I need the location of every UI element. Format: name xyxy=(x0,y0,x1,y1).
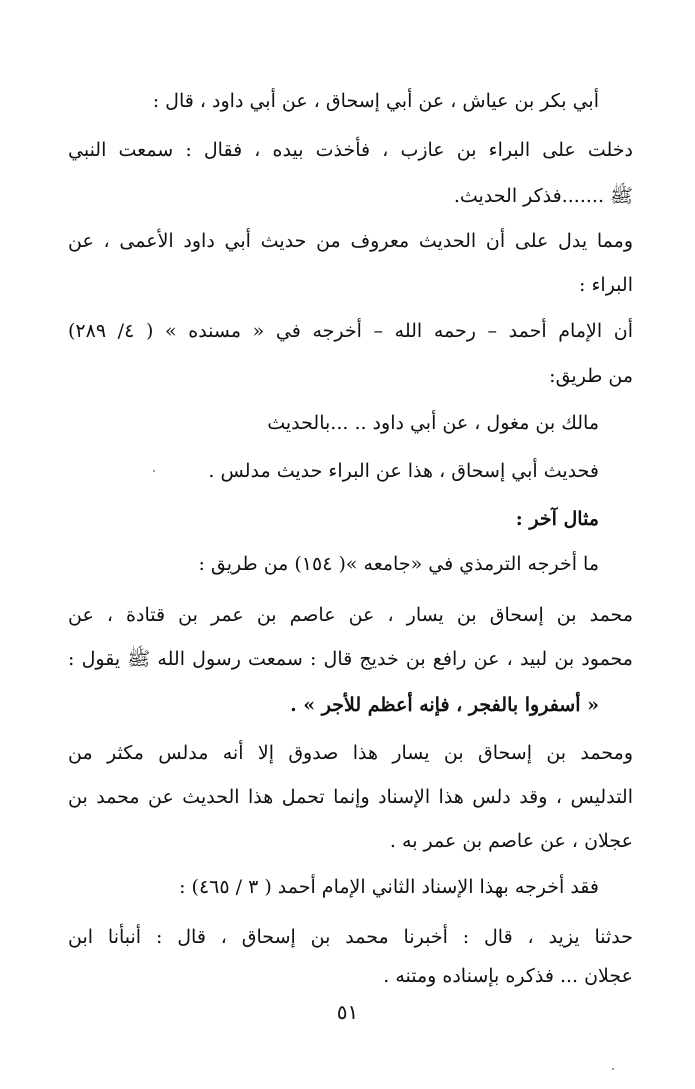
text-line-2: دخلت على البراء بن عازب ، فأخذت بيده ، فقال : سمعت النبي xyxy=(68,139,633,161)
text-line-16: التدليس ، وقد دلس هذا الإسناد وإنما تحمل هذا الحديث عن محمد بن xyxy=(68,786,633,808)
text-line-19: حدثنا يزيد ، قال : أخبرنا محمد بن إسحاق ، قال : أنبأنا ابن xyxy=(68,926,633,948)
text-line-4: ومما يدل على أن الحديث معروف من حديث أبي داود الأعمى ، عن xyxy=(68,230,633,252)
text-line-11: ما أخرجه الترمذي في «جامعه »( ١٥٤) من طريق : xyxy=(198,553,599,575)
text-line-18: فقد أخرجه بهذا الإسناد الثاني الإمام أحمد ( ٣ / ٤٦٥) : xyxy=(179,876,599,898)
text-line-9: فحديث أبي إسحاق ، هذا عن البراء حديث مدلس . xyxy=(208,460,599,482)
text-line-20: عجلان ... فذكره بإسناده ومتنه . xyxy=(383,965,633,987)
text-line-7: من طريق: xyxy=(549,365,633,387)
text-line-8: مالك بن مغول ، عن أبي داود .. ...بالحديث xyxy=(267,412,599,434)
print-speck xyxy=(153,470,155,472)
text-line-5: البراء : xyxy=(579,274,633,296)
text-line-1: أبي بكر بن عياش ، عن أبي إسحاق ، عن أبي داود ، قال : xyxy=(152,90,599,112)
text-line-15: ومحمد بن إسحاق بن يسار هذا صدوق إلا أنه مدلس مكثر من xyxy=(68,742,633,764)
section-heading: مثال آخر : xyxy=(515,508,599,530)
text-line-13: محمود بن لبيد ، عن رافع بن خديج قال : سمعت رسول الله ﷺ يقول : xyxy=(68,648,633,670)
text-line-3: ﷺ .......فذكر الحديث. xyxy=(453,185,633,207)
print-speck xyxy=(612,1068,614,1070)
page-number: ٥١ xyxy=(336,1000,359,1024)
text-line-12: محمد بن إسحاق بن يسار ، عن عاصم بن عمر بن قتادة ، عن xyxy=(68,604,633,626)
hadith-quote: « أسفروا بالفجر ، فإنه أعظم للأجر » . xyxy=(290,694,599,716)
text-line-17: عجلان ، عن عاصم بن عمر به . xyxy=(389,830,633,852)
text-line-6: أن الإمام أحمد – رحمه الله – أخرجه في « مسنده » ( ٤/ ٢٨٩) xyxy=(68,320,634,342)
